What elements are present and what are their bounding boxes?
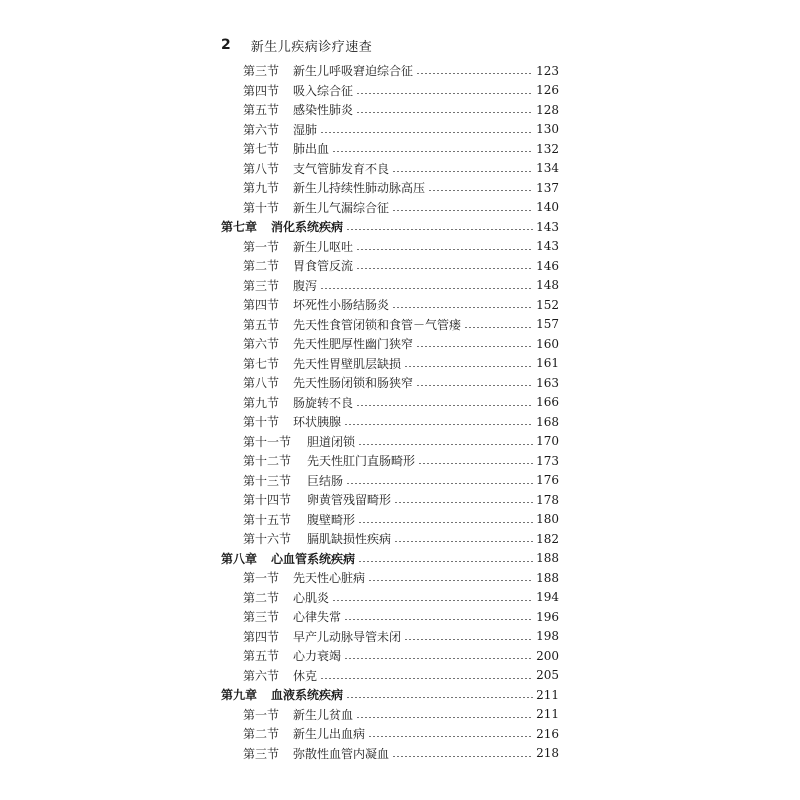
dot-leader — [418, 463, 533, 464]
entry-label: 第五节 — [243, 317, 280, 332]
dot-leader — [392, 756, 533, 757]
entry-label: 第十节 — [243, 415, 280, 430]
entry-title: 湿肺 — [293, 122, 318, 137]
entry-label: 第十五节 — [243, 512, 292, 527]
toc-section-entry — [221, 315, 559, 335]
toc-section-entry — [221, 724, 559, 744]
toc-section-entry — [221, 393, 559, 413]
running-header — [221, 35, 581, 55]
entry-label: 第二节 — [243, 590, 280, 605]
entry-title: 血液系统疾病 — [271, 688, 344, 703]
toc-section-entry — [221, 744, 559, 764]
toc-section-entry — [221, 568, 559, 588]
entry-title: 早产儿动脉导管未闭 — [293, 629, 402, 644]
entry-page-number: 211 — [536, 687, 559, 702]
toc-section-entry — [221, 705, 559, 725]
entry-title: 先天性胃壁肌层缺损 — [293, 356, 402, 371]
toc-section-entry — [221, 256, 559, 276]
toc-section-entry — [221, 607, 559, 627]
toc-section-entry — [221, 198, 559, 218]
entry-label: 第一节 — [243, 707, 280, 722]
entry-page-number: 178 — [536, 492, 559, 507]
dot-leader — [416, 73, 533, 74]
toc-section-entry — [221, 646, 559, 666]
entry-page-number: 168 — [536, 414, 559, 429]
dot-leader — [356, 93, 533, 94]
dot-leader — [344, 619, 533, 620]
entry-label: 第三节 — [243, 278, 280, 293]
entry-label: 第一节 — [243, 239, 280, 254]
dot-leader — [416, 385, 533, 386]
dot-leader — [346, 483, 533, 484]
toc-section-entry — [221, 588, 559, 608]
entry-page-number: 196 — [536, 609, 559, 624]
entry-page-number: 200 — [536, 648, 559, 663]
toc-section-entry — [221, 666, 559, 686]
entry-title: 肠旋转不良 — [293, 395, 354, 410]
entry-label: 第三节 — [243, 64, 280, 79]
toc-chapter-entry — [221, 217, 559, 237]
dot-leader — [332, 151, 533, 152]
entry-label: 第八节 — [243, 376, 280, 391]
entry-title: 休克 — [293, 668, 318, 683]
dot-leader — [416, 346, 533, 347]
entry-label: 第十六节 — [243, 532, 292, 547]
entry-title: 肺出血 — [293, 142, 330, 157]
entry-page-number: 161 — [536, 356, 559, 371]
dot-leader — [368, 736, 533, 737]
toc-section-entry — [221, 334, 559, 354]
entry-page-number: 180 — [536, 512, 559, 527]
entry-label: 第七节 — [243, 356, 280, 371]
entry-title: 先天性食管闭锁和食管－气管瘘 — [293, 317, 462, 332]
toc-section-entry — [221, 354, 559, 374]
dot-leader — [320, 678, 533, 679]
entry-title: 感染性肺炎 — [293, 103, 354, 118]
entry-label: 第六节 — [243, 122, 280, 137]
entry-title: 心肌炎 — [293, 590, 330, 605]
dot-leader — [358, 561, 533, 562]
entry-title: 新生儿呕吐 — [293, 239, 354, 254]
entry-page-number: 205 — [536, 668, 559, 683]
entry-page-number: 137 — [536, 180, 559, 195]
entry-title: 胆道闭锁 — [307, 434, 356, 449]
entry-label: 第九节 — [243, 395, 280, 410]
entry-title: 新生儿出血病 — [293, 727, 366, 742]
toc-section-entry — [221, 276, 559, 296]
entry-page-number: 194 — [536, 590, 559, 605]
entry-title: 先天性肛门直肠畸形 — [307, 454, 416, 469]
entry-label: 第一节 — [243, 571, 280, 586]
toc-section-entry — [221, 61, 559, 81]
entry-label: 第七章 — [221, 220, 258, 235]
dot-leader — [392, 307, 533, 308]
entry-page-number: 140 — [536, 200, 559, 215]
toc-chapter-entry — [221, 685, 559, 705]
toc-section-entry — [221, 529, 559, 549]
entry-label: 第十一节 — [243, 434, 292, 449]
dot-leader — [404, 366, 533, 367]
toc-section-entry — [221, 295, 559, 315]
entry-page-number: 218 — [536, 746, 559, 761]
toc-section-entry — [221, 139, 559, 159]
entry-page-number: 188 — [536, 570, 559, 585]
entry-title: 腹泻 — [293, 278, 318, 293]
entry-page-number: 216 — [536, 726, 559, 741]
dot-leader — [394, 502, 533, 503]
entry-label: 第二节 — [243, 727, 280, 742]
dot-leader — [358, 522, 533, 523]
entry-title: 弥散性血管内凝血 — [293, 746, 390, 761]
toc-section-entry — [221, 490, 559, 510]
entry-page-number: 132 — [536, 141, 559, 156]
dot-leader — [428, 190, 533, 191]
entry-label: 第三节 — [243, 610, 280, 625]
entry-page-number: 148 — [536, 278, 559, 293]
entry-page-number: 123 — [536, 63, 559, 78]
toc-chapter-entry — [221, 549, 559, 569]
entry-page-number: 152 — [536, 297, 559, 312]
entry-title: 新生儿持续性肺动脉高压 — [293, 181, 426, 196]
entry-title: 先天性肠闭锁和肠狭窄 — [293, 376, 414, 391]
entry-title: 心力衰竭 — [293, 649, 342, 664]
dot-leader — [392, 210, 533, 211]
dot-leader — [344, 658, 533, 659]
entry-page-number: 182 — [536, 531, 559, 546]
entry-page-number: 176 — [536, 473, 559, 488]
entry-page-number: 143 — [536, 239, 559, 254]
dot-leader — [332, 600, 533, 601]
entry-page-number: 198 — [536, 629, 559, 644]
entry-label: 第十四节 — [243, 493, 292, 508]
entry-title: 坏死性小肠结肠炎 — [293, 298, 390, 313]
entry-label: 第九节 — [243, 181, 280, 196]
toc-section-entry — [221, 237, 559, 257]
table-of-contents — [221, 61, 559, 763]
entry-label: 第九章 — [221, 688, 258, 703]
entry-title: 支气管肺发育不良 — [293, 161, 390, 176]
toc-section-entry — [221, 81, 559, 101]
dot-leader — [356, 717, 533, 718]
entry-page-number: 160 — [536, 336, 559, 351]
entry-page-number: 134 — [536, 161, 559, 176]
entry-page-number: 170 — [536, 434, 559, 449]
dot-leader — [346, 229, 533, 230]
entry-label: 第六节 — [243, 337, 280, 352]
dot-leader — [404, 639, 533, 640]
entry-title: 膈肌缺损性疾病 — [307, 532, 392, 547]
entry-title: 心血管系统疾病 — [271, 551, 356, 566]
dot-leader — [356, 112, 533, 113]
dot-leader — [344, 424, 533, 425]
entry-label: 第二节 — [243, 259, 280, 274]
toc-section-entry — [221, 471, 559, 491]
toc-section-entry — [221, 373, 559, 393]
entry-label: 第四节 — [243, 629, 280, 644]
entry-page-number: 128 — [536, 102, 559, 117]
dot-leader — [368, 580, 533, 581]
entry-page-number: 211 — [536, 707, 559, 722]
entry-label: 第十三节 — [243, 473, 292, 488]
entry-title: 吸入综合征 — [293, 83, 354, 98]
entry-page-number: 166 — [536, 395, 559, 410]
entry-title: 心律失常 — [293, 610, 342, 625]
entry-label: 第六节 — [243, 668, 280, 683]
entry-title: 消化系统疾病 — [271, 220, 344, 235]
dot-leader — [392, 171, 533, 172]
toc-section-entry — [221, 178, 559, 198]
entry-page-number: 173 — [536, 453, 559, 468]
entry-title: 腹壁畸形 — [307, 512, 356, 527]
dot-leader — [320, 288, 533, 289]
toc-section-entry — [221, 412, 559, 432]
dot-leader — [394, 541, 533, 542]
entry-label: 第十二节 — [243, 454, 292, 469]
dot-leader — [356, 268, 533, 269]
entry-label: 第五节 — [243, 103, 280, 118]
entry-label: 第七节 — [243, 142, 280, 157]
dot-leader — [464, 327, 533, 328]
entry-label: 第四节 — [243, 298, 280, 313]
entry-page-number: 130 — [536, 122, 559, 137]
entry-page-number: 157 — [536, 317, 559, 332]
toc-section-entry — [221, 510, 559, 530]
dot-leader — [320, 132, 533, 133]
entry-label: 第四节 — [243, 83, 280, 98]
toc-section-entry — [221, 432, 559, 452]
toc-section-entry — [221, 627, 559, 647]
entry-title: 巨结肠 — [307, 473, 344, 488]
page-number: 2 — [221, 37, 231, 53]
entry-title: 先天性肥厚性幽门狭窄 — [293, 337, 414, 352]
entry-title: 卵黄管残留畸形 — [307, 493, 392, 508]
entry-label: 第十节 — [243, 200, 280, 215]
entry-title: 先天性心脏病 — [293, 571, 366, 586]
toc-section-entry — [221, 100, 559, 120]
entry-label: 第三节 — [243, 746, 280, 761]
entry-title: 新生儿贫血 — [293, 707, 354, 722]
entry-page-number: 143 — [536, 219, 559, 234]
entry-label: 第八节 — [243, 161, 280, 176]
toc-section-entry — [221, 159, 559, 179]
entry-title: 新生儿呼吸窘迫综合征 — [293, 64, 414, 79]
toc-section-entry — [221, 120, 559, 140]
entry-label: 第八章 — [221, 551, 258, 566]
dot-leader — [346, 697, 533, 698]
entry-title: 环状胰腺 — [293, 415, 342, 430]
toc-section-entry — [221, 451, 559, 471]
entry-page-number: 163 — [536, 375, 559, 390]
dot-leader — [356, 249, 533, 250]
dot-leader — [356, 405, 533, 406]
book-title: 新生儿疾病诊疗速查 — [250, 39, 373, 55]
entry-label: 第五节 — [243, 649, 280, 664]
dot-leader — [358, 444, 533, 445]
entry-page-number: 146 — [536, 258, 559, 273]
entry-title: 胃食管反流 — [293, 259, 354, 274]
entry-page-number: 126 — [536, 83, 559, 98]
entry-page-number: 188 — [536, 551, 559, 566]
entry-title: 新生儿气漏综合征 — [293, 200, 390, 215]
